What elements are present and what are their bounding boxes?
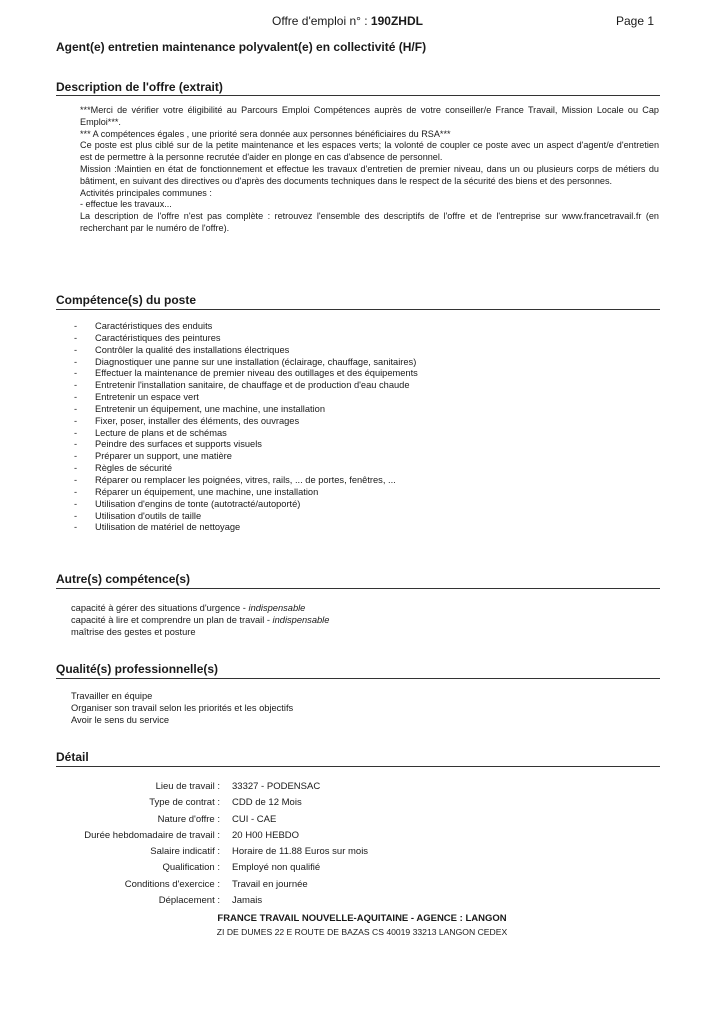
dash-bullet: - <box>74 332 78 343</box>
detail-label: Durée hebdomadaire de travail : <box>84 829 220 841</box>
section-divider <box>56 678 660 679</box>
detail-row <box>0 830 724 846</box>
detail-label: Conditions d'exercice : <box>124 878 220 890</box>
detail-value: CDD de 12 Mois <box>232 797 302 809</box>
list-item: Organiser son travail selon les priorités et les objectifs <box>71 703 294 713</box>
dash-bullet: - <box>74 510 78 521</box>
dash-bullet: - <box>74 522 78 533</box>
list-item <box>74 392 418 404</box>
competence-label: Contrôler la qualité des installations électriques <box>95 344 290 355</box>
detail-row <box>0 862 724 878</box>
offer-label: Offre d'emploi n° : <box>272 14 371 28</box>
skill-qualifier: indispensable <box>272 615 330 625</box>
description-paragraph: ***Merci de vérifier votre éligibilité au Parcours Emploi Compétences auprès de votre conseiller/e France Travail, Mission Locale ou Cap Emploi***. <box>80 105 659 127</box>
detail-value: CUI - CAE <box>232 813 277 825</box>
competence-label: Utilisation d'outils de taille <box>95 510 202 521</box>
competence-label: Règles de sécurité <box>95 463 172 474</box>
competence-label: Entretenir un équipement, une machine, une installation <box>95 403 325 414</box>
section-divider <box>56 766 660 767</box>
description-paragraph: Ce poste est plus ciblé sur de la petite maintenance et les espaces verts; la volonté de coupler ce poste avec un aspect d'agent/e d'entretien est de permettre à la personne recrutée d'aider en plonge en cas d'absence de personnel. <box>80 140 659 163</box>
offer-reference <box>272 14 423 28</box>
detail-label: Qualification : <box>162 862 220 874</box>
dash-bullet: - <box>74 344 78 355</box>
list-item <box>74 511 418 523</box>
description-paragraph: - effectue les travaux... <box>80 199 172 210</box>
detail-row <box>0 797 724 813</box>
dash-bullet: - <box>74 415 78 426</box>
skill-label: capacité à gérer des situations d'urgence - <box>71 603 249 613</box>
dash-bullet: - <box>74 439 78 450</box>
competence-label: Réparer un équipement, une machine, une installation <box>95 486 319 497</box>
list-item <box>74 416 418 428</box>
competences-list <box>74 321 418 534</box>
dash-bullet: - <box>74 380 78 391</box>
competence-label: Utilisation d'engins de tonte (autotracté/autoporté) <box>95 498 301 509</box>
dash-bullet: - <box>74 486 78 497</box>
dash-bullet: - <box>74 368 78 379</box>
list-item <box>74 404 418 416</box>
description-paragraph: Activités principales communes : <box>80 187 212 198</box>
competence-label: Entretenir l'installation sanitaire, de chauffage et de production d'eau chaude <box>95 380 410 391</box>
dash-bullet: - <box>74 498 78 509</box>
job-title: Agent(e) entretien maintenance polyvalent(e) en collectivité (H/F) <box>56 40 427 54</box>
competence-label: Peindre des surfaces et supports visuels <box>95 439 262 450</box>
section-divider <box>56 588 660 589</box>
list-item <box>74 380 418 392</box>
detail-label: Déplacement : <box>158 895 220 907</box>
list-item <box>74 368 418 380</box>
competence-label: Caractéristiques des enduits <box>95 321 213 331</box>
description-section-title: Description de l'offre (extrait) <box>56 80 223 94</box>
dash-bullet: - <box>74 427 78 438</box>
page-header <box>0 14 724 30</box>
competence-label: Préparer un support, une matière <box>95 451 232 462</box>
competence-label: Entretenir un espace vert <box>95 392 199 403</box>
dash-bullet: - <box>74 474 78 485</box>
dash-bullet: - <box>74 321 78 331</box>
detail-label: Salaire indicatif : <box>150 846 220 858</box>
list-item <box>74 357 418 369</box>
list-item <box>74 428 418 440</box>
list-item <box>74 451 418 463</box>
detail-label: Type de contrat : <box>149 797 220 809</box>
list-item <box>71 602 329 614</box>
list-item <box>74 321 418 333</box>
detail-row <box>0 814 724 830</box>
detail-row <box>0 846 724 862</box>
list-item <box>74 522 418 534</box>
list-item: Avoir le sens du service <box>71 715 170 725</box>
skill-label: maîtrise des gestes et posture <box>71 627 196 637</box>
autres-competences-list <box>71 602 329 638</box>
description-paragraph: La description de l'offre n'est pas complète : retrouvez l'ensemble des descriptifs de l'offre et de l'entreprise sur www.francetravail.fr (en recherchant par le numéro de l'offre). <box>80 211 659 233</box>
dash-bullet: - <box>74 356 78 367</box>
detail-label: Nature d'offre : <box>157 813 220 825</box>
competence-label: Utilisation de matériel de nettoyage <box>95 522 241 533</box>
detail-row <box>0 895 724 911</box>
list-item <box>71 614 329 626</box>
competence-label: Réparer ou remplacer les poignées, vitres, rails, ... de portes, fenêtres, ... <box>95 474 396 485</box>
list-item <box>74 499 418 511</box>
agency-address: ZI DE DUMES 22 E ROUTE DE BAZAS CS 40019 33213 LANGON CEDEX <box>216 927 508 937</box>
qualites-list <box>71 690 293 726</box>
list-item <box>74 333 418 345</box>
detail-row <box>0 781 724 797</box>
competence-label: Diagnostiquer une panne sur une installation (éclairage, chauffage, sanitaires) <box>95 356 417 367</box>
detail-value: Travail en journée <box>232 878 308 890</box>
list-item <box>74 345 418 357</box>
dash-bullet: - <box>74 451 78 462</box>
competence-label: Caractéristiques des peintures <box>95 332 221 343</box>
offer-number: 190ZHDL <box>370 14 423 28</box>
description-paragraph: *** A compétences égales , une priorité sera donnée aux personnes bénéficiaires du RSA*** <box>80 128 451 139</box>
dash-bullet: - <box>74 392 78 403</box>
detail-value: Jamais <box>232 895 263 907</box>
detail-value: Employé non qualifié <box>232 862 321 874</box>
autres-competences-section-title: Autre(s) compétence(s) <box>56 572 191 586</box>
detail-section-title: Détail <box>56 750 89 764</box>
section-divider <box>56 309 660 310</box>
qualites-section-title: Qualité(s) professionnelle(s) <box>56 662 219 676</box>
detail-value: 20 H00 HEBDO <box>232 829 300 841</box>
list-item <box>74 487 418 499</box>
detail-value: Horaire de 11.88 Euros sur mois <box>232 846 369 858</box>
section-divider <box>56 95 660 96</box>
skill-qualifier: indispensable <box>248 603 306 613</box>
detail-row <box>0 879 724 895</box>
page-number: Page 1 <box>616 14 655 28</box>
list-item: Travailler en équipe <box>71 691 153 701</box>
competence-label: Effectuer la maintenance de premier niveau des outillages et des équipements <box>95 368 418 379</box>
list-item <box>74 463 418 475</box>
dash-bullet: - <box>74 403 78 414</box>
description-paragraph: Mission :Maintien en état de fonctionnement et effectue les travaux d'entretien de premier niveau, dans un ou plusieurs corps de métiers du bâtiment, en suivant des directives ou d'après des documents techniques dans le respect de la sécurité des biens et des personnes. <box>80 163 659 186</box>
list-item <box>74 439 418 451</box>
dash-bullet: - <box>74 463 78 474</box>
list-item <box>71 626 329 638</box>
competences-section-title: Compétence(s) du poste <box>56 293 197 307</box>
list-item <box>74 475 418 487</box>
detail-label: Lieu de travail : <box>155 781 220 792</box>
detail-value: 33327 - PODENSAC <box>232 781 321 792</box>
competence-label: Lecture de plans et de schémas <box>95 427 227 438</box>
competence-label: Fixer, poser, installer des éléments, des ouvrages <box>95 415 300 426</box>
agency-name: FRANCE TRAVAIL NOUVELLE-AQUITAINE - AGENCE : LANGON <box>217 913 507 924</box>
skill-label: capacité à lire et comprendre un plan de travail - <box>71 615 273 625</box>
description-text <box>80 105 659 235</box>
detail-table <box>0 781 724 911</box>
